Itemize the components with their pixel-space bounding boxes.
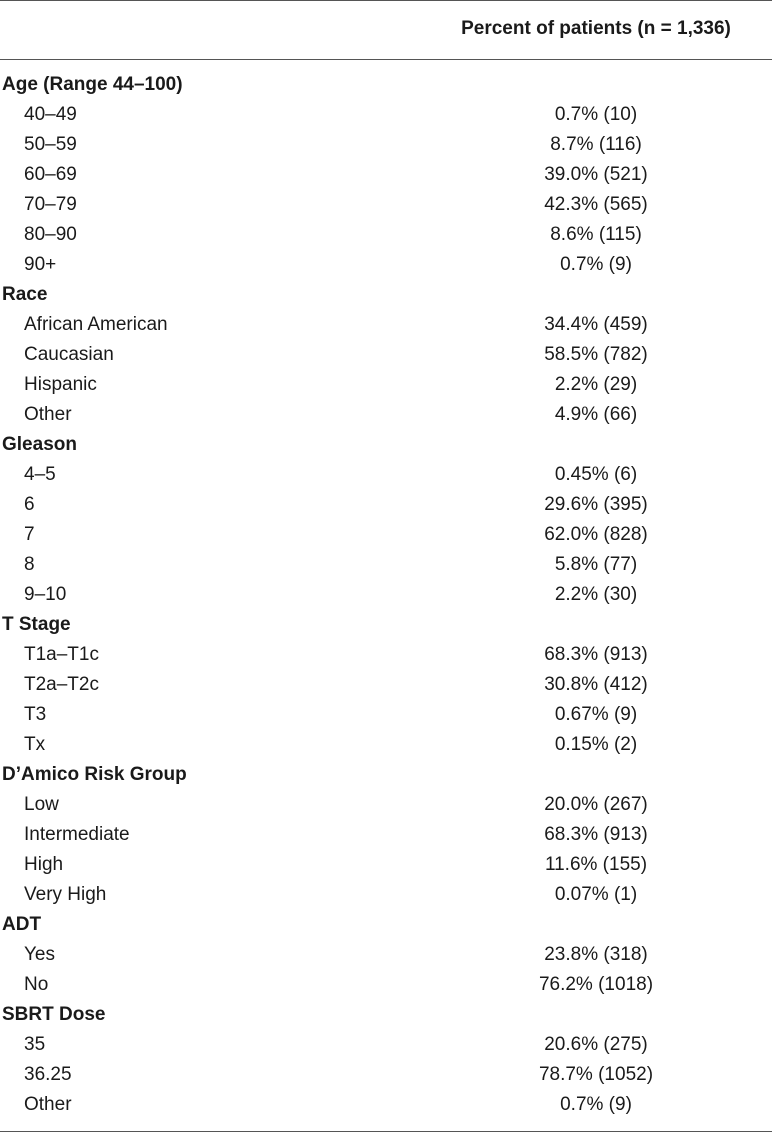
row-label: T3	[24, 704, 47, 725]
row-label: 6	[24, 494, 35, 515]
group-row	[0, 430, 772, 460]
table-row	[0, 160, 772, 190]
group-row	[0, 280, 772, 310]
row-value: 78.7% (1052)	[538, 1064, 654, 1085]
table-row	[0, 730, 772, 760]
group-title: Age (Range 44–100)	[2, 74, 183, 95]
row-value: 62.0% (828)	[544, 524, 648, 545]
row-label: Other	[24, 404, 72, 425]
table-row	[0, 670, 772, 700]
table-row	[0, 490, 772, 520]
table-row	[0, 970, 772, 1000]
row-value: 42.3% (565)	[544, 194, 648, 215]
header-rule	[0, 59, 772, 60]
group-title: T Stage	[2, 614, 71, 635]
row-label: Tx	[24, 734, 46, 755]
row-value: 8.7% (116)	[550, 134, 642, 155]
group-row	[0, 70, 772, 100]
row-label: Intermediate	[24, 824, 130, 845]
table-row	[0, 1060, 772, 1090]
table-row	[0, 1090, 772, 1120]
table-row	[0, 130, 772, 160]
row-label: Yes	[24, 944, 55, 965]
row-value: 4.9% (66)	[554, 404, 638, 425]
group-row	[0, 760, 772, 790]
table-row	[0, 700, 772, 730]
table-row	[0, 370, 772, 400]
table-top-rule	[0, 0, 772, 1]
row-value: 2.2% (29)	[554, 374, 638, 395]
group-title: ADT	[2, 914, 42, 935]
row-label: 8	[24, 554, 35, 575]
table-row	[0, 820, 772, 850]
row-label: 90+	[24, 254, 57, 275]
row-label: Very High	[24, 884, 107, 905]
row-value: 20.6% (275)	[544, 1034, 648, 1055]
table-row	[0, 190, 772, 220]
row-value: 68.3% (913)	[544, 824, 648, 845]
row-label: 35	[24, 1034, 46, 1055]
row-label: Other	[24, 1094, 72, 1115]
row-label: 36.25	[24, 1064, 72, 1085]
table-header	[0, 14, 772, 44]
table-body	[0, 70, 772, 1120]
row-value: 0.67% (9)	[554, 704, 638, 725]
row-label: 9–10	[24, 584, 67, 605]
table-row	[0, 850, 772, 880]
row-label: 50–59	[24, 134, 77, 155]
table-row	[0, 520, 772, 550]
table-row	[0, 550, 772, 580]
table-row	[0, 220, 772, 250]
group-row	[0, 1000, 772, 1030]
row-value: 30.8% (412)	[544, 674, 648, 695]
row-value: 5.8% (77)	[554, 554, 638, 575]
row-label: 4–5	[24, 464, 56, 485]
row-label: 60–69	[24, 164, 77, 185]
row-label: Caucasian	[24, 344, 114, 365]
row-value: 2.2% (30)	[554, 584, 638, 605]
row-value: 76.2% (1018)	[538, 974, 654, 995]
row-value: 0.15% (2)	[554, 734, 638, 755]
table-row	[0, 400, 772, 430]
row-label: Hispanic	[24, 374, 97, 395]
row-value: 58.5% (782)	[544, 344, 648, 365]
row-value: 23.8% (318)	[544, 944, 648, 965]
table-row	[0, 940, 772, 970]
table-row	[0, 580, 772, 610]
row-label: 7	[24, 524, 35, 545]
group-title: Race	[2, 284, 48, 305]
row-value: 29.6% (395)	[544, 494, 648, 515]
column-header-percent: Percent of patients (n = 1,336)	[461, 18, 731, 39]
table-row	[0, 640, 772, 670]
group-row	[0, 910, 772, 940]
row-value: 68.3% (913)	[544, 644, 648, 665]
row-label: T1a–T1c	[24, 644, 99, 665]
row-value: 20.0% (267)	[544, 794, 648, 815]
table-row	[0, 340, 772, 370]
table-row	[0, 880, 772, 910]
row-label: No	[24, 974, 49, 995]
row-value: 34.4% (459)	[544, 314, 648, 335]
group-title: Gleason	[2, 434, 77, 455]
row-label: African American	[24, 314, 168, 335]
row-value: 8.6% (115)	[550, 224, 642, 245]
row-label: High	[24, 854, 64, 875]
row-value: 0.7% (9)	[560, 254, 632, 275]
table-row	[0, 250, 772, 280]
row-label: 80–90	[24, 224, 77, 245]
group-row	[0, 610, 772, 640]
row-value: 39.0% (521)	[544, 164, 648, 185]
row-label: 70–79	[24, 194, 77, 215]
table-row	[0, 460, 772, 490]
row-value: 0.07% (1)	[554, 884, 638, 905]
row-label: Low	[24, 794, 59, 815]
row-value: 11.6% (155)	[544, 854, 648, 875]
table-row	[0, 790, 772, 820]
group-title: D’Amico Risk Group	[2, 764, 187, 785]
table-row	[0, 1030, 772, 1060]
row-value: 0.7% (10)	[554, 104, 638, 125]
row-label: T2a–T2c	[24, 674, 99, 695]
row-value: 0.45% (6)	[554, 464, 638, 485]
table-row	[0, 310, 772, 340]
table-row	[0, 100, 772, 130]
group-title: SBRT Dose	[2, 1004, 106, 1025]
row-value: 0.7% (9)	[560, 1094, 632, 1115]
row-label: 40–49	[24, 104, 77, 125]
